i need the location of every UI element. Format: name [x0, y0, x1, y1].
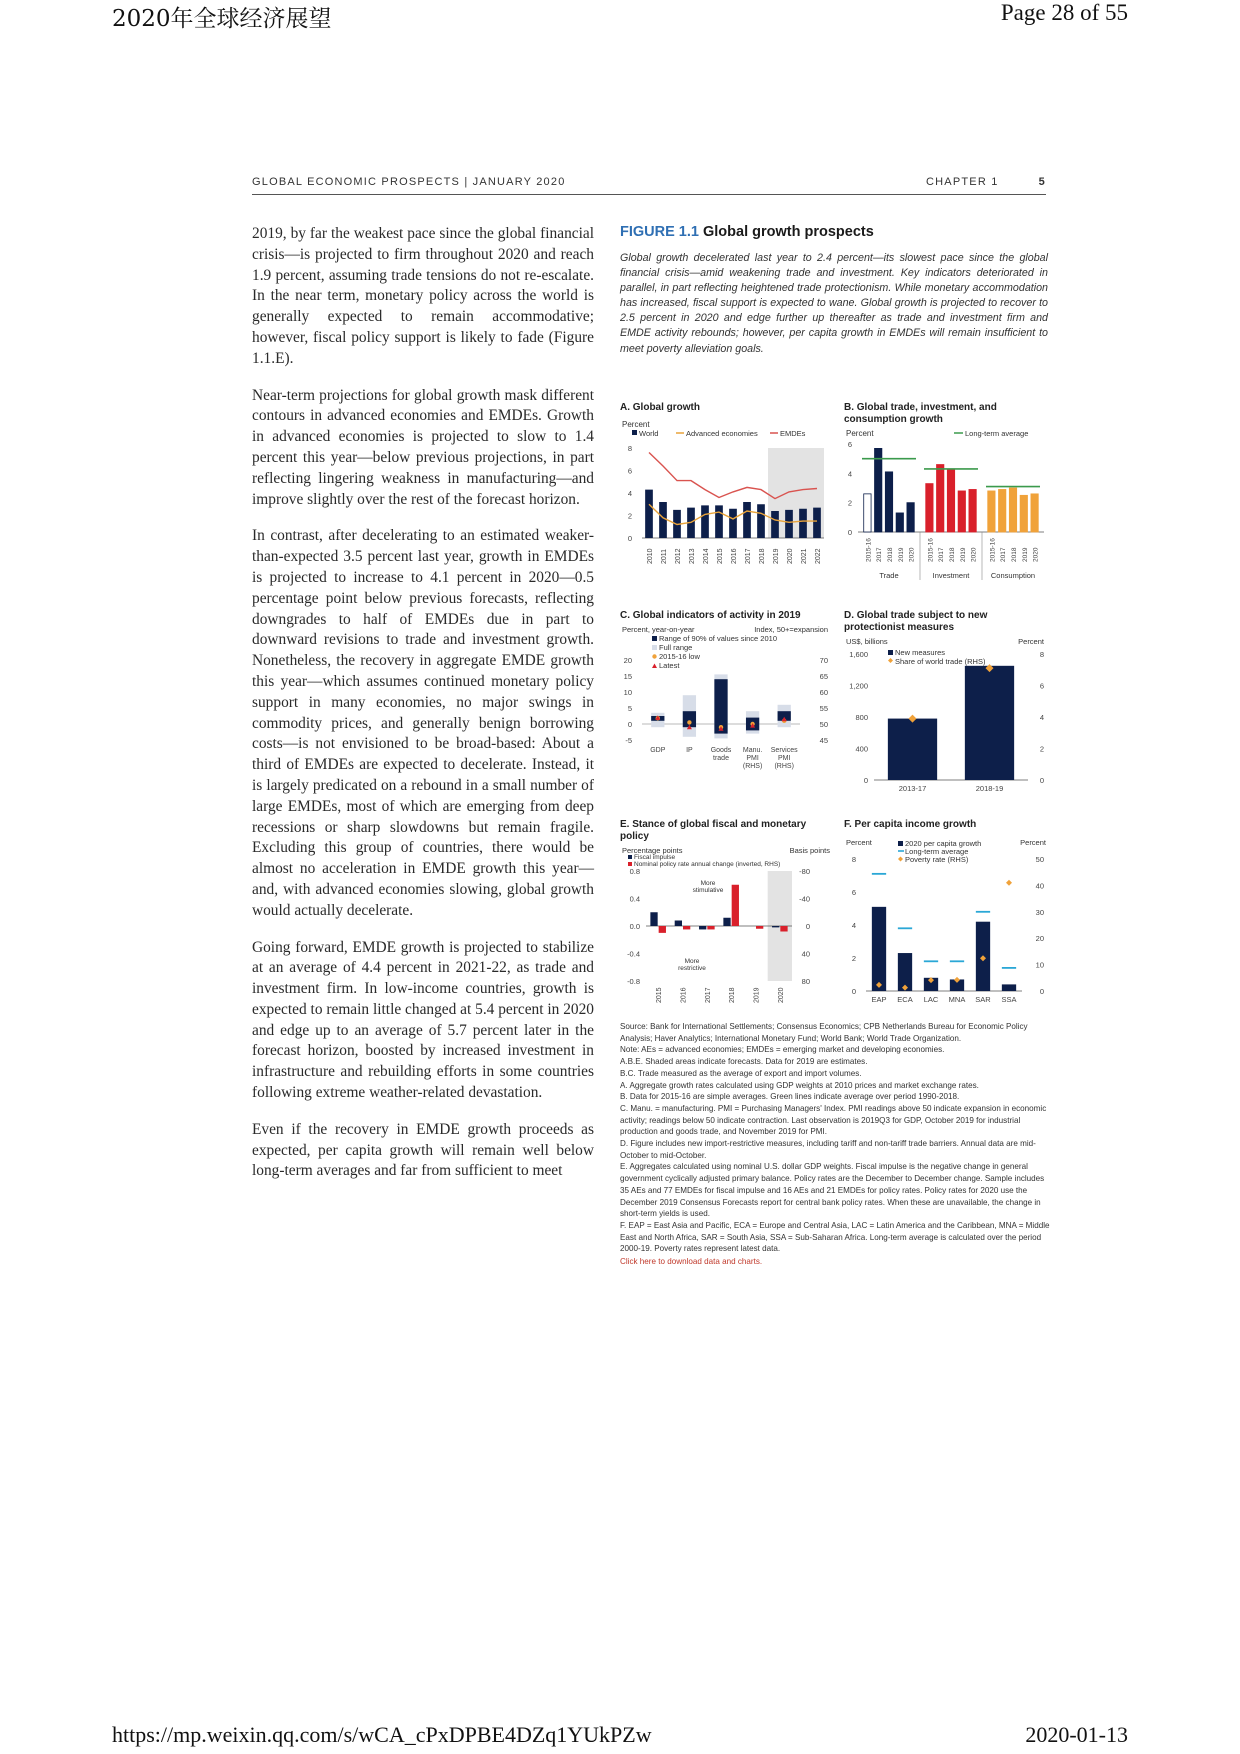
x-tick-label: 2020 — [787, 548, 794, 564]
panel-a-title: A. Global growth — [620, 402, 700, 413]
y-tick-label-left: 800 — [855, 713, 868, 722]
bar-consumption — [999, 489, 1006, 532]
legend-swatch-latest — [652, 664, 657, 669]
x-tick-label: 2015 — [656, 987, 664, 1003]
x-tick-label: 2012 — [675, 548, 682, 564]
x-tick-label: 2018 — [1011, 547, 1018, 562]
y-tick-label: 8 — [627, 444, 632, 453]
group-label: Consumption — [990, 571, 1036, 580]
panel-f-unit-left: Percent — [846, 838, 872, 847]
legend-label-long-term: Long-term average — [965, 429, 1029, 438]
y-tick-label-right: 65 — [819, 672, 828, 681]
legend-label-full-range: Full range — [659, 643, 693, 652]
y-tick-label-left: 8 — [851, 855, 856, 864]
figure-notes — [620, 1021, 1050, 1268]
figure-label: FIGURE 1.1 — [620, 224, 699, 240]
bar-fiscal-impulse — [772, 926, 779, 927]
panel-d-chart — [844, 636, 1048, 800]
panel-c — [620, 610, 832, 800]
x-tick-label: 2015-16 — [989, 538, 997, 562]
x-tick-label: 2020 — [970, 547, 978, 562]
x-tick-label: 2017 — [1000, 547, 1008, 562]
bar-trade — [896, 513, 903, 532]
legend-label-world: World — [639, 429, 659, 438]
bar-trade — [907, 503, 914, 532]
panel-c-unit-right: Index, 50+=expansion — [754, 625, 828, 634]
source-url: https://mp.weixin.qq.com/s/wCA_cPxDPBE4DZq1YUkPZw — [112, 1722, 652, 1747]
bar-consumption — [1009, 488, 1016, 532]
bar-consumption — [1020, 495, 1027, 532]
y-tick-label-left: 20 — [623, 656, 632, 665]
bar-trade — [885, 472, 892, 532]
y-tick-label-left: 5 — [627, 704, 632, 713]
y-tick-label-left: 0.8 — [629, 867, 640, 876]
y-tick-label: 4 — [627, 489, 632, 498]
page-indicator: Page 28 of 55 — [1000, 0, 1128, 25]
x-tick-label: MNA — [948, 995, 966, 1004]
panel-f-title: F. Per capita income growth — [844, 819, 977, 830]
legend-swatch-new-measures — [888, 650, 893, 655]
x-tick-label: 2015-16 — [865, 538, 873, 562]
x-tick-label: LAC — [923, 995, 939, 1004]
download-data-link[interactable]: Click here to download data and charts. — [620, 1257, 763, 1267]
y-tick-label: 0 — [627, 534, 632, 543]
y-tick-label-right: 4 — [1039, 713, 1044, 722]
note-line: E. Aggregates calculated using nominal U.S. dollar GDP weights. Fiscal impulse is the negative change in general government cyclically adjusted primary balance. Policy rates are the December to December change. Sample includes 35 AEs and 77 EMDEs for fiscal impulse and 16 AEs and 21 EMDEs for policy rates. Policy rates for 2020 use the December 2019 Consensus Forecasts report for central bank policy rates. When these are unavailable, the change in short-term yields is used. — [620, 1162, 1045, 1219]
y-tick-label-right: 45 — [819, 736, 828, 745]
figure-subtitle: Global growth decelerated last year to 2.4 percent—its slowest pace since the global financial crisis—amid weakening trade and investment. Key indicators deteriorated in parallel, in part reflecting heightened trade protectionism. While monetary accommodation has increased, fiscal support is expected to wane. Global growth is projected to recover to 2.5 percent in 2020 and edge further up thereafter as trade and investment firm and EMDE activity rebounds; however, per capita growth in EMDEs will remain insufficient to meet poverty alleviation goals. — [620, 252, 1048, 355]
y-tick-label-right: 40 — [1035, 881, 1044, 891]
bar-trade — [875, 448, 882, 532]
bar-world — [757, 504, 765, 538]
figure-block — [620, 224, 1048, 357]
x-tick-label: 2017 — [704, 987, 712, 1003]
y-tick-label-left: 400 — [855, 744, 868, 754]
running-head — [252, 174, 1046, 195]
x-tick-label: 2018 — [949, 547, 956, 562]
x-tick-label: 2016 — [731, 548, 738, 564]
bar-policy-rate-change — [707, 926, 714, 929]
panel-c-title: C. Global indicators of activity in 2019 — [620, 610, 801, 621]
panel-c-unit-left: Percent, year-on-year — [622, 625, 695, 634]
note-line: C. Manu. = manufacturing. PMI = Purchasing Managers' Index. PMI readings above 50 indicate expansion in economic activity; readings below 50 indicate contraction. Last observation is 2019Q3 for GDP, October 2019 for industrial production and goods trade, and November 2019 for PMI. — [620, 1103, 1047, 1137]
x-tick-label: 2020 — [908, 547, 916, 562]
note-line: F. EAP = East Asia and Pacific, ECA = Europe and Central Asia, LAC = Latin America and the Caribbean, MNA = Middle East and North Africa, SAR = South Asia, SSA = Sub-Saharan Africa. Long-term average is calculated over the period 2000-19. Poverty rates represent latest data. — [620, 1220, 1050, 1254]
panel-e-chart — [620, 845, 832, 1015]
x-tick-label: 2020 — [777, 987, 785, 1003]
bar-policy-rate-change — [780, 926, 787, 932]
bar-fiscal-impulse — [650, 912, 657, 926]
bar-investment — [969, 489, 976, 532]
bar-world — [715, 505, 723, 538]
bar-fiscal-impulse — [699, 926, 706, 929]
y-tick-label-right: -80 — [799, 867, 810, 876]
group-label: Investment — [932, 571, 970, 580]
y-tick-label-right: 50 — [1035, 855, 1044, 864]
panel-c-chart — [620, 622, 832, 800]
legend-label-advanced: Advanced economies — [686, 429, 758, 438]
legend-label-per-capita: 2020 per capita growth — [905, 839, 982, 848]
x-tick-label: 2017 — [938, 547, 946, 562]
body-paragraph: Going forward, EMDE growth is projected to stabilize at an average of 4.4 percent in 2021-22, as trade and investment firm. In low-income countries, growth is expected to remain little changed at 5.4 percent in 2020 and edge up to an average of 5.7 percent later in the forecast horizon, boosted by increased investment in infrastructure and rebuilding efforts in some countries following extreme weather-related devastation. — [252, 938, 594, 1102]
y-tick-label-right: 40 — [801, 949, 810, 959]
y-tick-label-right: 55 — [819, 704, 828, 713]
bar-new-measures — [965, 666, 1014, 780]
poverty-rate-marker — [1006, 880, 1012, 886]
bar-consumption — [988, 491, 995, 532]
bar-policy-rate-change — [683, 926, 690, 929]
legend-swatch-share — [888, 658, 893, 663]
y-tick-label-left: -0.8 — [627, 977, 640, 986]
legend-swatch-low — [652, 654, 656, 658]
y-tick-label-left: 10 — [623, 688, 632, 697]
legend-label-latest: Latest — [659, 661, 680, 670]
legend-label-share: Share of world trade (RHS) — [895, 657, 986, 666]
x-tick-label: 2018 — [759, 548, 766, 564]
x-tick-label: Goods trade — [710, 747, 732, 762]
y-tick-label: 6 — [847, 440, 852, 449]
bar-per-capita-growth — [1002, 984, 1016, 991]
running-head-title: GLOBAL ECONOMIC PROSPECTS | JANUARY 2020 — [252, 176, 566, 188]
panel-f-chart — [844, 835, 1048, 1015]
group-label: Trade — [879, 571, 899, 580]
x-tick-label: Manu. PMI (RHS) — [742, 747, 763, 770]
y-tick-label-left: 15 — [623, 672, 632, 681]
x-tick-label: Services PMI (RHS) — [770, 747, 798, 770]
y-tick-label-left: -0.4 — [627, 949, 640, 959]
legend-swatch-poverty — [898, 857, 903, 862]
panel-b-chart — [844, 428, 1048, 588]
x-tick-label: SSA — [1001, 995, 1017, 1004]
panel-e-unit-left: Percentage points — [622, 846, 683, 855]
legend-label-range90: Range of 90% of values since 2010 — [659, 634, 777, 643]
y-tick-label-left: 6 — [851, 888, 856, 897]
bar-world — [701, 505, 709, 538]
x-tick-label: 2022 — [815, 548, 822, 564]
x-tick-label: 2021 — [801, 548, 808, 564]
figure-title — [620, 224, 1048, 240]
body-paragraph: In contrast, after decelerating to an estimated weaker-than-expected 3.5 percent last year, growth in EMDEs is projected to increase to 4.1 percent in 2020—0.5 percentage point below previous forecasts, reflecting downgrades to half of EMDEs due in part to downward revisions to trade and investment growth. Nonetheless, the recovery in aggregate EMDE growth this year—which assumes continued monetary policy support in many economies, no major swings in commodity prices, and generally benign borrowing costs—is not envisioned to be broad-based: About a third of EMDEs are expected to decelerate. Instead, it is largely predicated on a rebound in a small number of large EMDEs, most of which are emerging from deep recessions or sharp slowdowns but remain fragile. Excluding this group of countries, there would be almost no acceleration in EMDE growth this year—and, with advanced economies slowing, global growth would actually decelerate. — [252, 527, 594, 919]
panel-f-unit-right: Percent — [1020, 838, 1046, 847]
panel-f — [844, 819, 1048, 1015]
note-line: D. Figure includes new import-restrictive measures, including tariff and non-tariff trade barriers. Annual data are mid-October to mid-October. — [620, 1139, 1036, 1160]
bar-world — [799, 509, 807, 538]
legend-label-poverty: Poverty rate (RHS) — [905, 855, 969, 864]
running-head-page-number: 5 — [1038, 176, 1046, 188]
capture-date: 2020-01-13 — [1025, 1722, 1128, 1747]
bar-world — [729, 509, 737, 538]
body-paragraph: Even if the recovery in EMDE growth proceeds as expected, per capita growth will remain well below long-term averages and far from sufficient to meet — [252, 1120, 594, 1180]
bar-world — [659, 502, 667, 538]
panel-b-unit: Percent — [846, 429, 874, 438]
x-tick-label: 2017 — [745, 548, 752, 564]
panel-e-unit-right: Basis points — [789, 846, 830, 855]
legend-swatch-full-range — [652, 645, 657, 650]
bar-world — [771, 511, 779, 538]
x-tick-label: SAR — [975, 995, 991, 1004]
panel-a — [620, 402, 832, 587]
panel-d-title: D. Global trade subject to new protectionist measures — [844, 610, 988, 633]
note-line: Source: Bank for International Settlements; Consensus Economics; CPB Netherlands Bureau for Economic Policy Analysis; Haver Analytics; International Monetary Fund; World Bank; World Trade Organization. — [620, 1022, 1028, 1043]
x-tick-label: 2020 — [1032, 547, 1040, 562]
legend-swatch-policy-rate — [628, 862, 632, 866]
x-tick-label: 2018 — [887, 547, 894, 562]
legend-swatch-world — [632, 430, 637, 435]
y-tick-label: 4 — [847, 469, 852, 479]
bar-world — [785, 510, 793, 538]
y-tick-label-right: 6 — [1039, 681, 1044, 691]
y-tick-label-left: 0 — [851, 987, 856, 996]
y-tick-label-left: 1,200 — [849, 681, 868, 691]
y-tick-label-right: 70 — [819, 656, 828, 665]
panel-d — [844, 610, 1048, 800]
note-line: Note: AEs = advanced economies; EMDEs = emerging market and developing economies. — [620, 1045, 945, 1055]
x-tick-label: EAP — [871, 995, 887, 1004]
y-tick-label-right: 30 — [1035, 907, 1044, 917]
y-tick-label-right: -40 — [799, 894, 810, 904]
legend-label-new-measures: New measures — [895, 648, 946, 657]
bar-world — [645, 490, 653, 538]
y-tick-label-left: 4 — [851, 921, 856, 930]
y-tick-label-left: 0.4 — [629, 894, 640, 904]
panel-e-title: E. Stance of global fiscal and monetary policy — [620, 819, 807, 842]
y-tick-label: 6 — [627, 466, 632, 476]
x-tick-label: 2018-19 — [975, 784, 1004, 793]
x-tick-label: 2014 — [703, 548, 710, 564]
y-tick-label-right: 0 — [1039, 776, 1044, 785]
y-tick-label-left: -5 — [625, 736, 632, 745]
x-tick-label: GDP — [650, 747, 666, 754]
bar-per-capita-growth — [872, 907, 886, 991]
y-tick-label: 0 — [847, 528, 852, 537]
x-tick-label: 2019 — [753, 987, 761, 1003]
running-head-chapter: CHAPTER 1 — [926, 176, 999, 188]
bar-fiscal-impulse — [723, 918, 730, 926]
bar-investment — [947, 469, 954, 532]
x-tick-label: 2017 — [876, 547, 884, 562]
y-tick-label-right: 20 — [1035, 934, 1044, 944]
x-tick-label: 2019 — [897, 547, 905, 562]
body-paragraph: Near-term projections for global growth mask different contours in advanced economies and EMDEs. Growth in advanced economies is projected to slow to 1.4 percent this year—below previous projections, in part reflecting lingering weakness in manufacturing—and improve slightly over the rest of the forecast horizon. — [252, 386, 594, 508]
x-tick-label: 2010 — [647, 548, 654, 564]
legend-label-low: 2015-16 low — [659, 652, 700, 661]
y-tick-label-right: 50 — [819, 720, 828, 729]
y-tick-label-left: 0.0 — [629, 922, 640, 931]
y-tick-label: 2 — [847, 498, 852, 508]
bar-world — [813, 508, 821, 538]
y-tick-label-left: 0 — [863, 776, 868, 785]
body-paragraph: 2019, by far the weakest pace since the global financial crisis—is projected to firm throughout 2020 and reach 1.9 percent, assuming trade tensions do not re-escalate. In the near term, monetary policy across the world is generally expected to remain accommodative; however, fiscal policy support is likely to fade (Figure 1.1.E). — [252, 225, 594, 367]
x-tick-label: 2011 — [661, 548, 668, 564]
y-tick-label-right: 2 — [1039, 744, 1044, 754]
x-tick-label: 2016 — [680, 987, 688, 1003]
note-more-restrictive: More restrictive — [678, 958, 706, 972]
bar-investment — [926, 484, 933, 532]
y-tick-label-left: 0 — [627, 720, 632, 729]
y-tick-label-right: 60 — [819, 688, 828, 697]
figure-title-text: Global growth prospects — [703, 224, 874, 240]
body-text-column — [252, 224, 594, 1198]
panel-d-unit-left: US$, billions — [846, 637, 888, 646]
bar-consumption — [1031, 494, 1038, 532]
x-tick-label: 2019 — [1021, 547, 1029, 562]
bar-policy-rate-change — [732, 885, 739, 926]
bar-policy-rate-change — [756, 926, 763, 929]
legend-label-fiscal: Fiscal impulse — [634, 854, 676, 861]
bar-fiscal-impulse — [675, 921, 682, 927]
x-tick-label: 2019 — [959, 547, 967, 562]
legend-swatch-fiscal — [628, 855, 632, 859]
low-marker — [687, 720, 691, 724]
x-tick-label: 2015-16 — [927, 538, 935, 562]
y-tick-label-left: 1,600 — [849, 650, 868, 659]
x-tick-label: 2015 — [717, 548, 724, 564]
bar-investment — [937, 465, 944, 532]
panel-a-chart — [620, 416, 832, 588]
y-tick-label: 2 — [627, 511, 632, 521]
note-line: A.B.E. Shaded areas indicate forecasts. Data for 2019 are estimates. — [620, 1057, 868, 1067]
x-tick-label: 2018 — [729, 987, 737, 1003]
x-tick-label: IP — [686, 747, 693, 754]
y-tick-label-left: 2 — [851, 954, 856, 963]
bar-investment — [958, 491, 965, 532]
panel-a-unit: Percent — [622, 420, 650, 429]
x-tick-label: 2019 — [773, 548, 780, 564]
note-line: A. Aggregate growth rates calculated using GDP weights at 2010 prices and market exchange rates. — [620, 1080, 979, 1090]
legend-label-long-term: Long-term average — [905, 847, 969, 856]
y-tick-label-right: 8 — [1039, 650, 1044, 659]
document-title: 2020年全球经济展望 — [112, 6, 332, 32]
x-tick-label: 2013-17 — [898, 784, 927, 793]
panel-e — [620, 819, 832, 1015]
y-tick-label-right: 0 — [1039, 987, 1044, 996]
legend-swatch-per-capita — [898, 841, 903, 846]
x-tick-label: 2013 — [689, 548, 696, 564]
panel-d-unit-right: Percent — [1018, 637, 1044, 646]
bar-policy-rate-change — [659, 926, 666, 933]
bar-new-measures — [888, 719, 937, 780]
legend-swatch-range90 — [652, 636, 657, 641]
y-tick-label-right: 80 — [801, 977, 810, 986]
legend-label-policy-rate: Nominal policy rate annual change (inverted, RHS) — [634, 861, 781, 868]
panel-b — [844, 402, 1048, 587]
legend-label-emdes: EMDEs — [780, 429, 806, 438]
x-tick-label: ECA — [897, 995, 913, 1004]
bar-trade — [864, 494, 871, 532]
note-line: B.C. Trade measured as the average of export and import volumes. — [620, 1068, 862, 1078]
y-tick-label-right: 10 — [1035, 960, 1044, 970]
panel-b-title: B. Global trade, investment, and consumption growth — [844, 402, 997, 425]
y-tick-label-right: 0 — [805, 922, 810, 931]
note-line: B. Data for 2015-16 are simple averages. Green lines indicate average over period 1990-2018. — [620, 1092, 960, 1102]
note-more-stimulative: More stimulative — [692, 880, 724, 894]
bar-world — [743, 502, 751, 538]
